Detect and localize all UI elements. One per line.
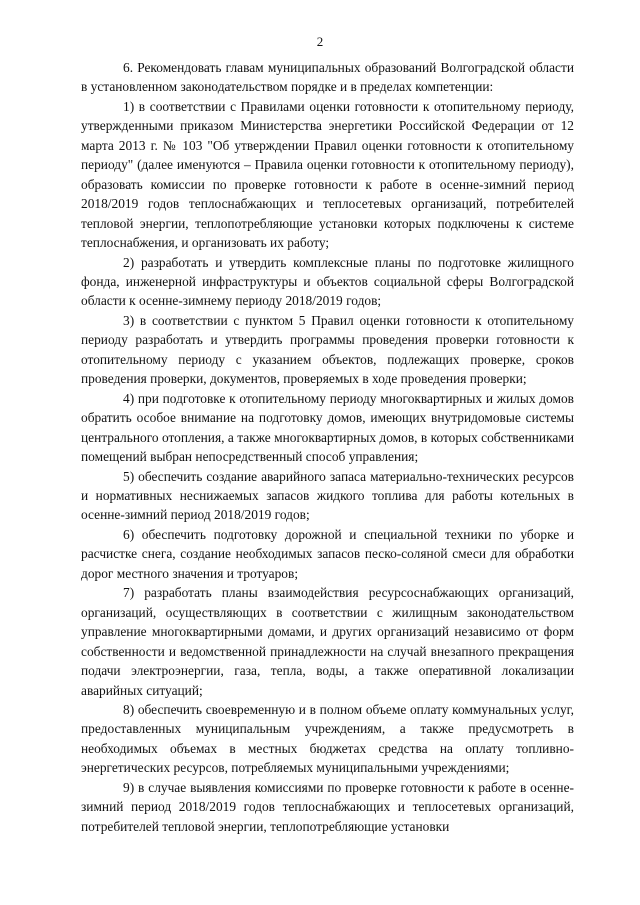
list-item-5: 5) обеспечить создание аварийного запаса материально-технических ресурсов и нормативных неснижаемых запасов жидкого топлива для работы котельных в осенне-зимний период 2018/2019 годов;	[81, 468, 574, 523]
document-body	[81, 58, 574, 836]
list-item-3: 3) в соответствии с пунктом 5 Правил оценки готовности к отопительному периоду разработать и утвердить программы проведения проверки готовности к отопительному периоду с указанием объектов, подлежащих проверке, сроков проведения проверки, документов, проверяемых в ходе проведения проверки;	[81, 312, 574, 387]
list-item-2: 2) разработать и утвердить комплексные планы по подготовке жилищного фонда, инженерной инфраструктуры и объектов социальной сферы Волгоградской области к осенне-зимнему периоду 2018/2019 годов;	[81, 254, 574, 309]
list-item-8: 8) обеспечить своевременную и в полном объеме оплату коммунальных услуг, предоставленных муниципальным учреждениям, а также предусмотреть в необходимых объемах в местных бюджетах средства на оплату топливно-энергетических ресурсов, потребляемых муниципальными учреждениями;	[81, 701, 574, 776]
paragraph-6: 6. Рекомендовать главам муниципальных образований Волгоградской области в установленном законодательством порядке и в пределах компетенции:	[81, 60, 574, 95]
list-item-9: 9) в случае выявления комиссиями по проверке готовности к работе в осенне-зимний период 2018/2019 годов теплоснабжающих и теплосетевых организаций, потребителей тепловой энергии, теплопотребляющие установки	[81, 779, 574, 834]
list-item-6: 6) обеспечить подготовку дорожной и специальной техники по уборке и расчистке снега, создание необходимых запасов песко-соляной смеси для обработки дорог местного значения и тротуаров;	[81, 526, 574, 581]
list-item-1: 1) в соответствии с Правилами оценки готовности к отопительному периоду, утвержденными приказом Министерства энергетики Российской Федерации от 12 марта 2013 г. № 103 "Об утверждении Правил оценки готовности к отопительному периоду" (далее именуются – Правила оценки готовности к отопительному периоду), образовать комиссии по проверке готовности к работе в осенне-зимний период 2018/2019 годов теплоснабжающих и теплосетевых организаций, потребителей тепловой энергии, теплопотребляющие установки которых подключены к системе теплоснабжения, и организовать их работу;	[81, 98, 574, 251]
page-number: 2	[316, 34, 324, 49]
list-item-7: 7) разработать планы взаимодействия ресурсоснабжающих организаций, организаций, осуществляющих в соответствии с жилищным законодательством управление многоквартирными домами, и других организаций независимо от форм собственности и ведомственной принадлежности на случай внезапного прекращения подачи электроэнергии, газа, тепла, воды, а также оперативной локализации аварийных ситуаций;	[81, 585, 574, 698]
list-item-4: 4) при подготовке к отопительному периоду многоквартирных и жилых домов обратить особое внимание на подготовку домов, имеющих внутридомовые системы центрального отопления, а также многоквартирных домов, в которых собственниками помещений выбран непосредственный способ управления;	[81, 390, 574, 465]
